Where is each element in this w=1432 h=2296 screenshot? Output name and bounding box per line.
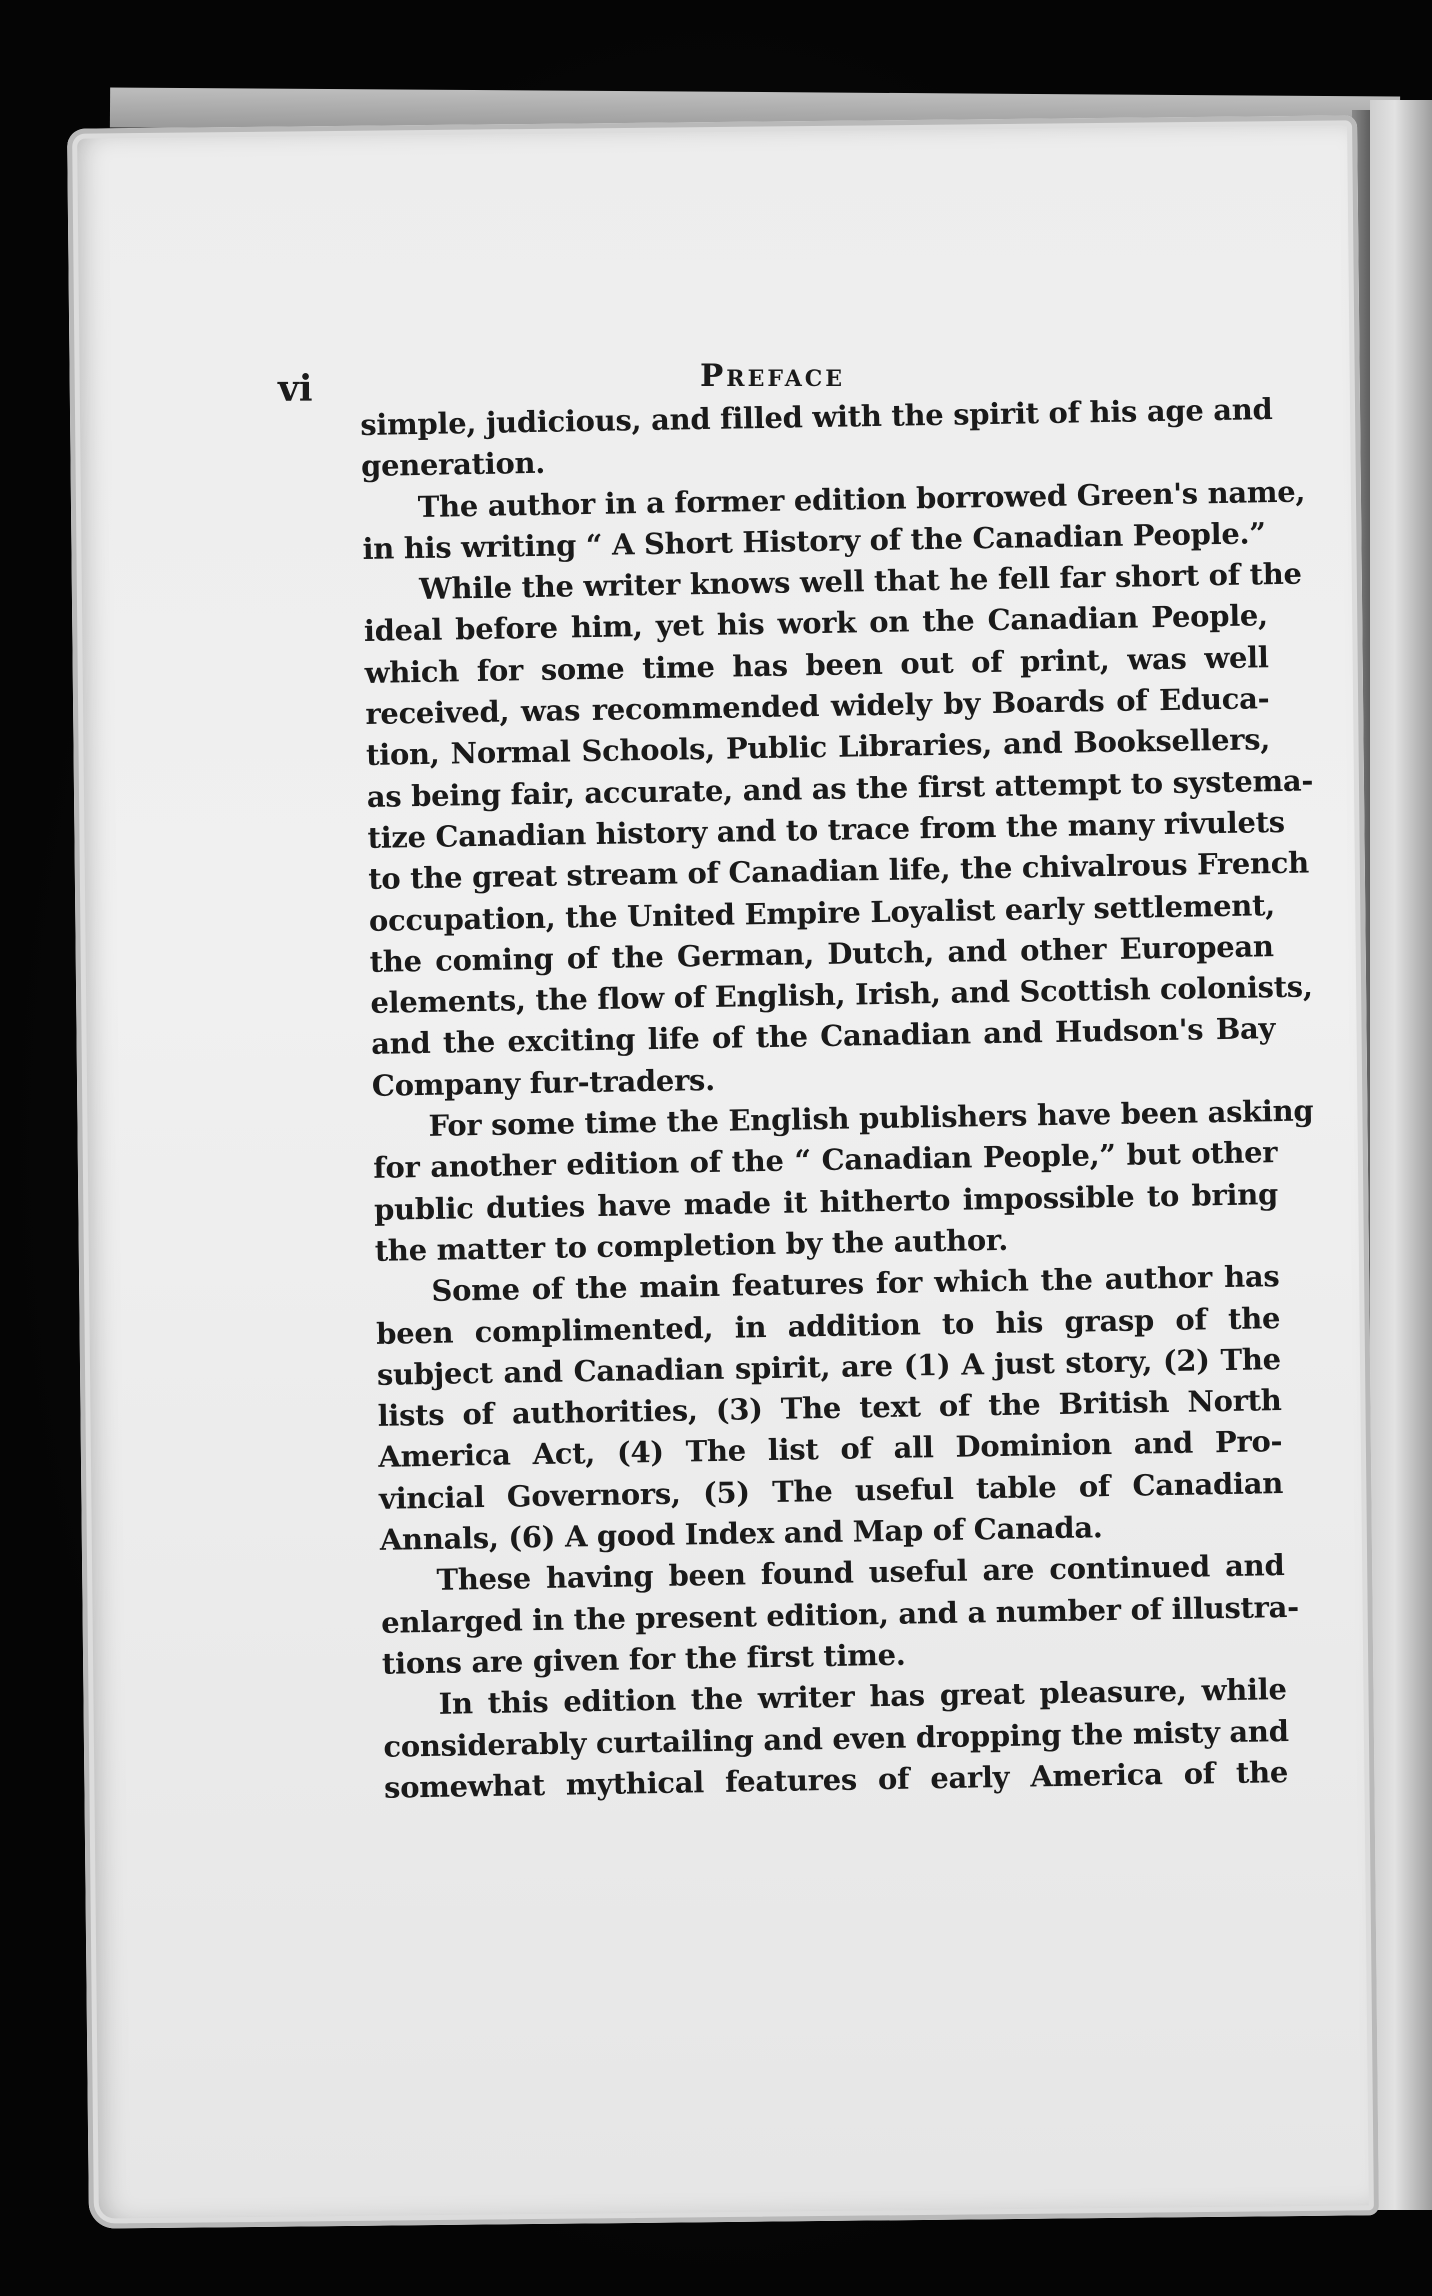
text-line: for another edition of the “ Canadian People,” but other [373,1135,1278,1186]
text-line: tion, Normal Schools, Public Libraries, and Booksellers, [365,722,1271,773]
text-line: ideal before him, yet his work on the Canadian People, [363,598,1269,649]
text-line: and the exciting life of the Canadian and Hudson's Bay [370,1011,1276,1062]
text-line: the coming of the German, Dutch, and other European [369,929,1274,979]
facing-page-edge [1370,100,1432,2210]
text-line: been complimented, in addition to his grasp of the [375,1300,1281,1351]
text-line: Some of the main features for which the author has [431,1259,1280,1309]
text-line: in his writing “ A Short History of the Canadian People.” [362,516,1266,566]
text-line: tize Canadian history and to trace from the many rivulets [367,804,1286,855]
text-line: enlarged in the present edition, and a number of illustra- [380,1589,1300,1640]
text-line: Company fur-traders. [371,1062,716,1103]
text-line: received, was recommended widely by Boards of Educa- [365,681,1270,732]
text-line: simple, judicious, and filled with the spirit of his age and [360,392,1273,442]
text-line: Annals, (6) A good Index and Map of Canada. [379,1510,1103,1557]
body-text [360,389,1314,1809]
text-line: For some time the English publishers have been asking [428,1093,1314,1143]
page-number: vi [278,368,313,410]
text-line: occupation, the United Empire Loyalist early settlement, [368,887,1276,938]
running-title: Preface [700,358,846,394]
text-line: as being fair, accurate, and as the first attempt to systema- [366,763,1314,814]
text-line: America Act, (4) The list of all Dominion and Pro- [378,1424,1283,1475]
text-line: subject and Canadian spirit, are (1) A just story, (2) The [376,1341,1282,1392]
text-line: somewhat mythical features of early America of the [383,1754,1289,1805]
text-line: to the great stream of Canadian life, the chivalrous French [367,845,1310,897]
text-line: lists of authorities, (3) The text of the British North [377,1383,1282,1433]
text-line: the matter to completion by the author. [374,1222,1009,1268]
text-line: elements, the flow of English, Irish, and Scottish colonists, [370,969,1313,1021]
text-line: tions are given for the first time. [381,1637,906,1681]
text-line: generation. [360,446,546,484]
text-line: which for some time has been out of print, was well [364,639,1269,690]
text-line: These having been found useful are continued and [436,1548,1285,1598]
text-line: The author in a former edition borrowed Green's name, [417,474,1306,524]
text-line: vincial Governors, (5) The useful table of Canadian [378,1465,1284,1516]
text-line: While the writer knows well that he fell far short of the [418,556,1302,607]
text-line: considerably curtailing and even dropping the misty and [383,1713,1289,1764]
text-line: public duties have made it hitherto impossible to bring [373,1176,1279,1227]
text-line: In this edition the writer has great pleasure, while [438,1672,1287,1722]
